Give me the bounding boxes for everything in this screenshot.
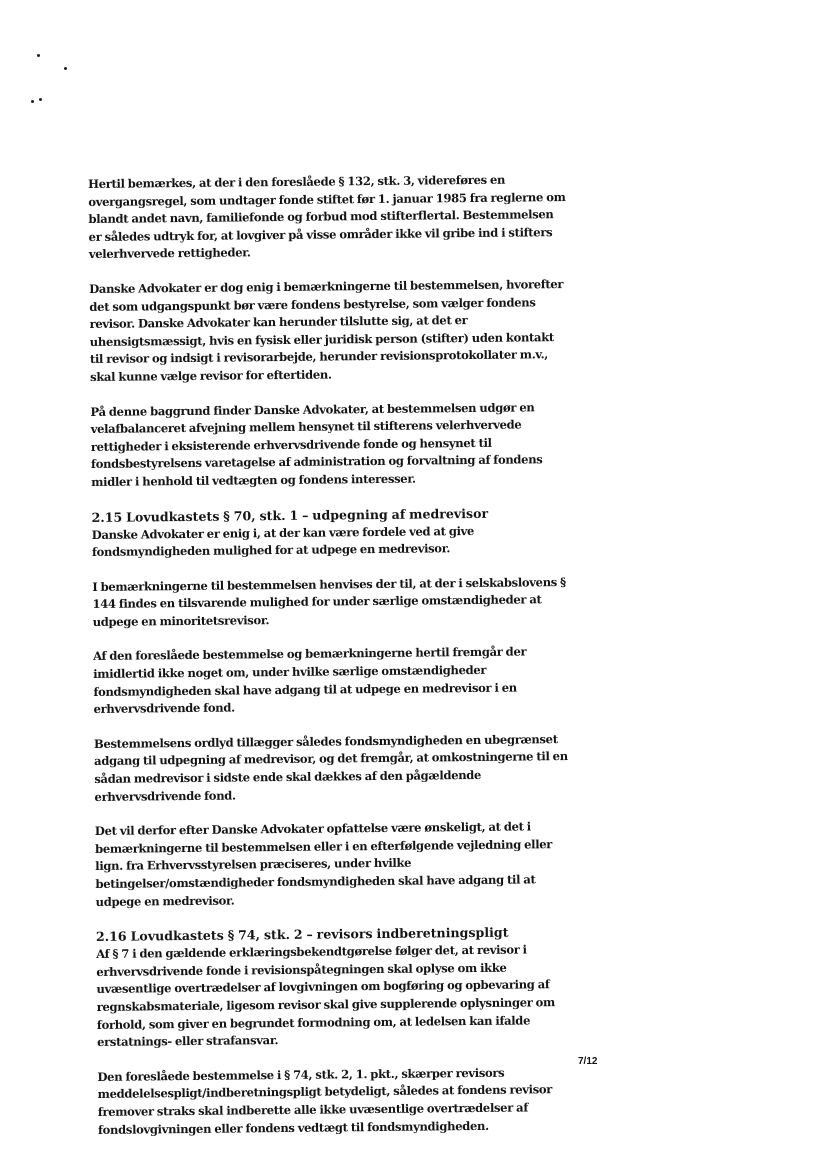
paragraph: Bestemmelsens ordlyd tillægger således fondsmyndigheden en ubegrænset adgang til udpegning af medrevisor, og det fremgår, at omkostningerne til en sådan medrevisor i sidste ende skal dækkes af den pågældende erhvervsdrivende fond.	[93, 731, 568, 804]
section-heading: 2.15 Lovudkastets § 70, stk. 1 – udpegning af medrevisor	[91, 505, 489, 525]
page-number: 7/12	[578, 1056, 598, 1067]
paragraph: På denne baggrund finder Danske Advokater, at bestemmelsen udgør en velafbalanceret afvejning mellem hensynet til stifterens velerhvervede rettigheder i eksisterende erhvervsdrivende fonde og hensynet til fondsbestyrelsens varetagelse af administration og forvaltning af fondens midler i henhold til vedtægten og fondens interesser.	[90, 399, 543, 489]
paragraph: Danske Advokater er enig i, at der kan være fordele ved at give fondsmyndigheden mulighed for at udpege en medrevisor.	[91, 523, 475, 560]
paragraph: Af den foreslåede bestemmelse og bemærkningerne hertil fremgår der imidlertid ikke noget om, under hvilke særlige omstændigheder fondsmyndigheden skal have adgang til at udpege en medrevisor i en erhvervsdrivende fond.	[92, 644, 527, 717]
paragraph: Danske Advokater er dog enig i bemærkningerne til bestemmelsen, hvorefter det som udgangspunkt bør være fondens bestyrelse, som vælger fondens revisor. Danske Advokater kan herunder tilslutte sig, at det er uhensigtsmæssigt, hvis en fysisk eller juridisk person (stifter) uden kontakt til revisor og indsigt i revisorarbejde, herunder revisionsprotokollater m.v., skal kunne vælge revisor for eftertiden.	[89, 276, 564, 384]
paragraph: Af § 7 i den gældende erklæringsbekendtgørelse følger det, at revisor i erhvervsdrivende fonde i revisionspåtegningen skal oplyse om ikke uvæsentlige overtrædelser af lovgivningen om bogføring og opbevaring af regnskabsmateriale, ligesom revisor skal give supplerende oplysninger om forhold, som giver en begrundet formodning om, at ledelsen kan ifalde erstatnings- eller strafansvar.	[96, 942, 556, 1050]
scan-speck	[64, 67, 67, 70]
paragraph: Den foreslåede bestemmelse i § 74, stk. 2, 1. pkt., skærper revisors meddelelsespligt/indberetningspligt betydeligt, således at fondens revisor fremover straks skal indberette alle ikke uvæsentlige overtrædelser af fondslovgivningen eller fondens vedtægt til fondsmyndigheden.	[97, 1065, 553, 1137]
section-heading: 2.16 Lovudkastets § 74, stk. 2 – revisors indberetningspligt	[95, 924, 509, 945]
paragraph: Det vil derfor efter Danske Advokater opfattelse være ønskeligt, at det i bemærkningerne til bestemmelsen eller i en efterfølgende vejledning eller lign. fra Erhvervsstyrelsen præciseres, under hvilke betingelser/omstændigheder fondsmyndigheden skal have adgang til at udpege en medrevisor.	[94, 819, 553, 909]
paragraph: I bemærkningerne til bestemmelsen henvises der til, at der i selskabslovens § 144 findes en tilsvarende mulighed for under særlige omstændigheder at udpege en minoritetsrevisor.	[92, 574, 566, 629]
scan-speck	[37, 54, 40, 57]
document-body	[88, 171, 578, 1156]
scan-speck	[39, 98, 42, 101]
scan-speck	[31, 100, 34, 103]
paragraph: Hertil bemærkes, at der i den foreslåede § 132, stk. 3, videreføres en overgangsregel, som undtager fonde stiftet før 1. januar 1985 fra reglerne om blandt andet navn, familiefonde og forbud mod stifterflertal. Bestemmelsen er således udtryk for, at lovgiver på visse områder ikke vil gribe ind i stifters velerhvervede rettigheder.	[88, 172, 566, 262]
